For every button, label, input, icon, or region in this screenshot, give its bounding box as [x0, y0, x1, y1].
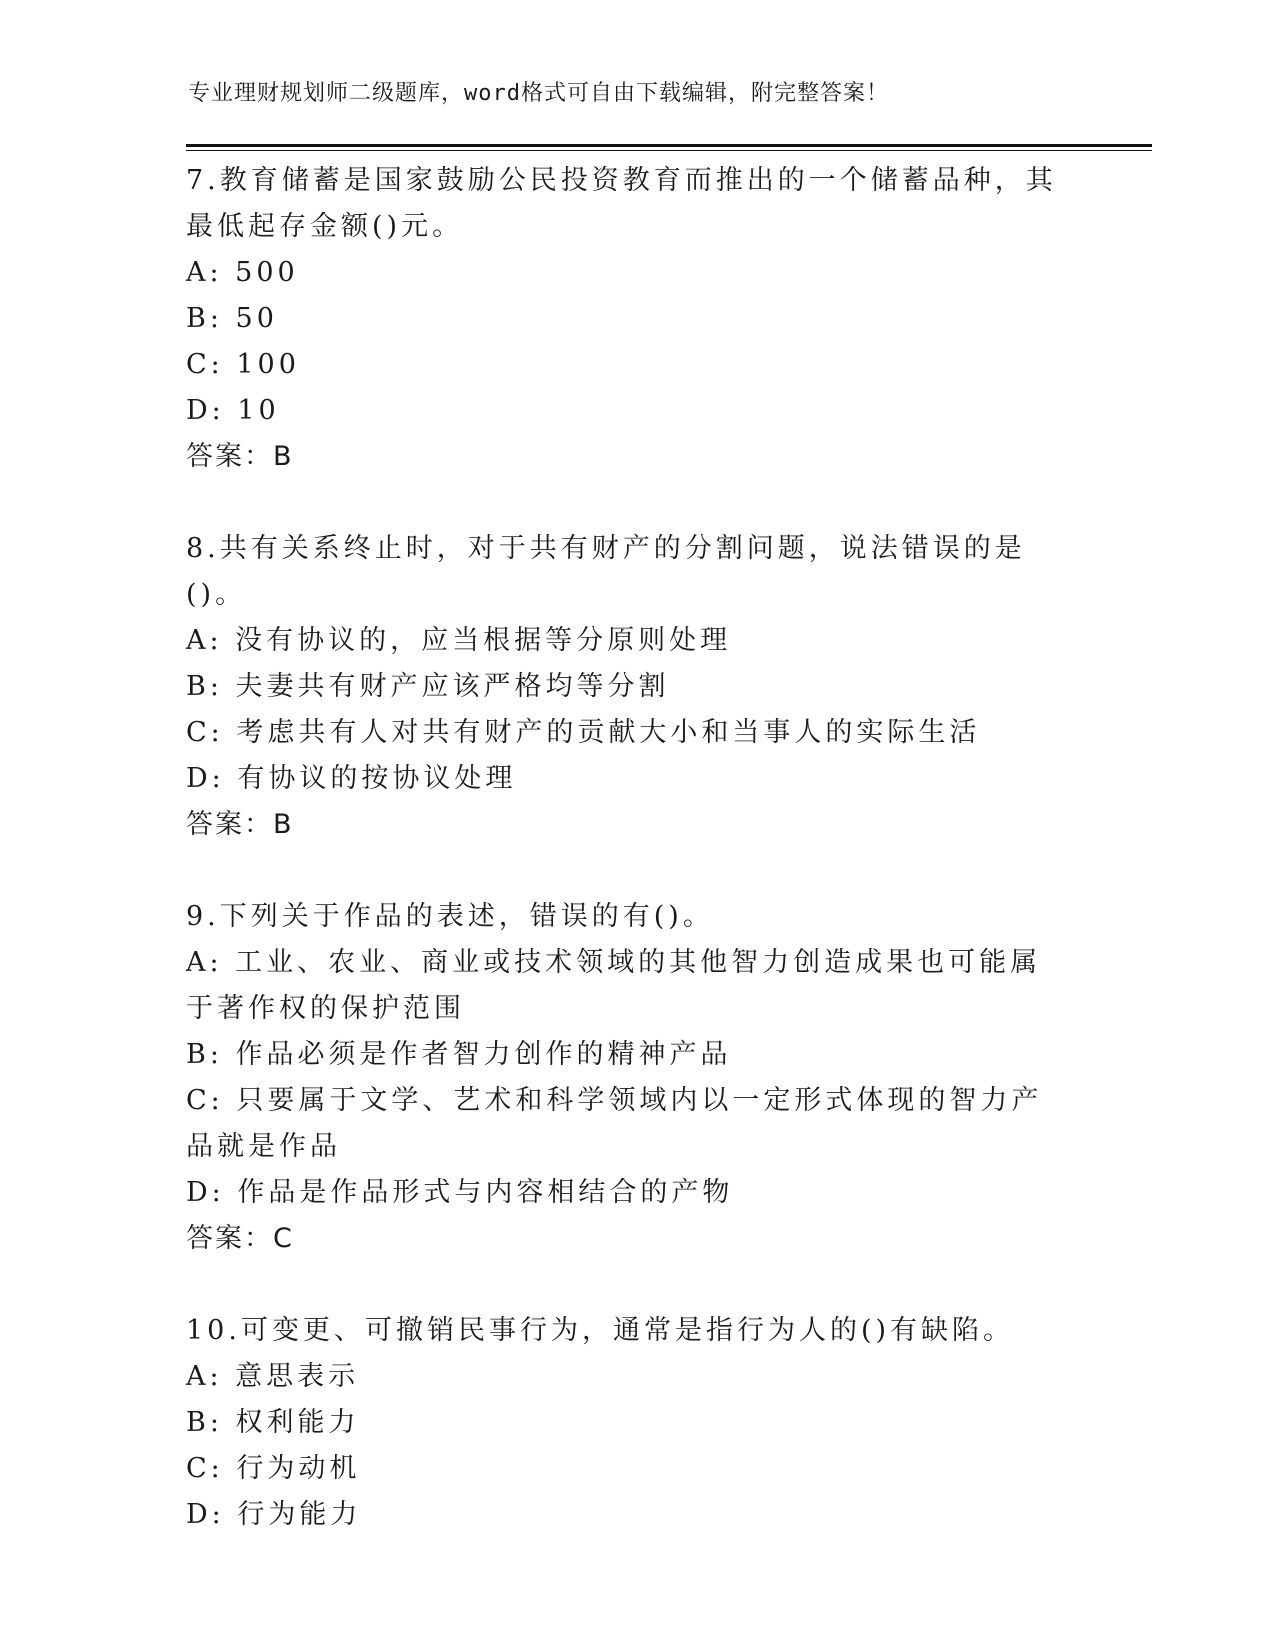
- answer-line: 答案：B: [186, 441, 294, 472]
- header-rule-thick: [186, 144, 1152, 147]
- option-c: C: 行为动机: [186, 1453, 361, 1484]
- option-a: A: 工业、农业、商业或技术领域的其他智力创造成果也可能属于著作权的保护范围: [186, 947, 1042, 1024]
- option-a: A: 没有协议的，应当根据等分原则处理: [186, 625, 732, 656]
- question-stem: 10.可变更、可撤销民事行为，通常是指行为人的()有缺陷。: [186, 1315, 1015, 1346]
- option-d: D: 有协议的按协议处理: [186, 763, 517, 794]
- option-a: A: 意思表示: [186, 1361, 360, 1392]
- page-header: 专业理财规划师二级题库，word格式可自由下载编辑，附完整答案！: [188, 81, 889, 106]
- question-stem: 9.下列关于作品的表述，错误的有()。: [186, 901, 714, 932]
- option-b: B: 作品必须是作者智力创作的精神产品: [186, 1039, 732, 1070]
- option-b: B: 权利能力: [186, 1407, 360, 1438]
- answer-line: 答案：B: [186, 809, 294, 840]
- option-d: D: 10: [186, 395, 280, 426]
- option-c: C: 考虑共有人对共有财产的贡献大小和当事人的实际生活: [186, 717, 981, 748]
- question-8: [186, 526, 1106, 848]
- question-9: [186, 894, 1106, 1262]
- option-c: C: 100: [186, 349, 300, 380]
- header-rule-thin: [186, 150, 1152, 151]
- option-b: B: 夫妻共有财产应该严格均等分割: [186, 671, 670, 702]
- option-d: D: 作品是作品形式与内容相结合的产物: [186, 1177, 734, 1208]
- question-stem: 7.教育储蓄是国家鼓励公民投资教育而推出的一个储蓄品种，其最低起存金额()元。: [186, 165, 1057, 242]
- answer-line: 答案：C: [186, 1223, 294, 1254]
- question-10: [186, 1308, 1106, 1538]
- option-d: D: 行为能力: [186, 1499, 362, 1530]
- question-7: [186, 158, 1106, 480]
- question-stem: 8.共有关系终止时，对于共有财产的分割问题，说法错误的是()。: [186, 533, 1026, 610]
- option-a: A: 500: [186, 257, 299, 288]
- option-b: B: 50: [186, 303, 278, 334]
- question-list: [186, 158, 1106, 1584]
- option-c: C: 只要属于文学、艺术和科学领域内以一定形式体现的智力产品就是作品: [186, 1085, 1043, 1162]
